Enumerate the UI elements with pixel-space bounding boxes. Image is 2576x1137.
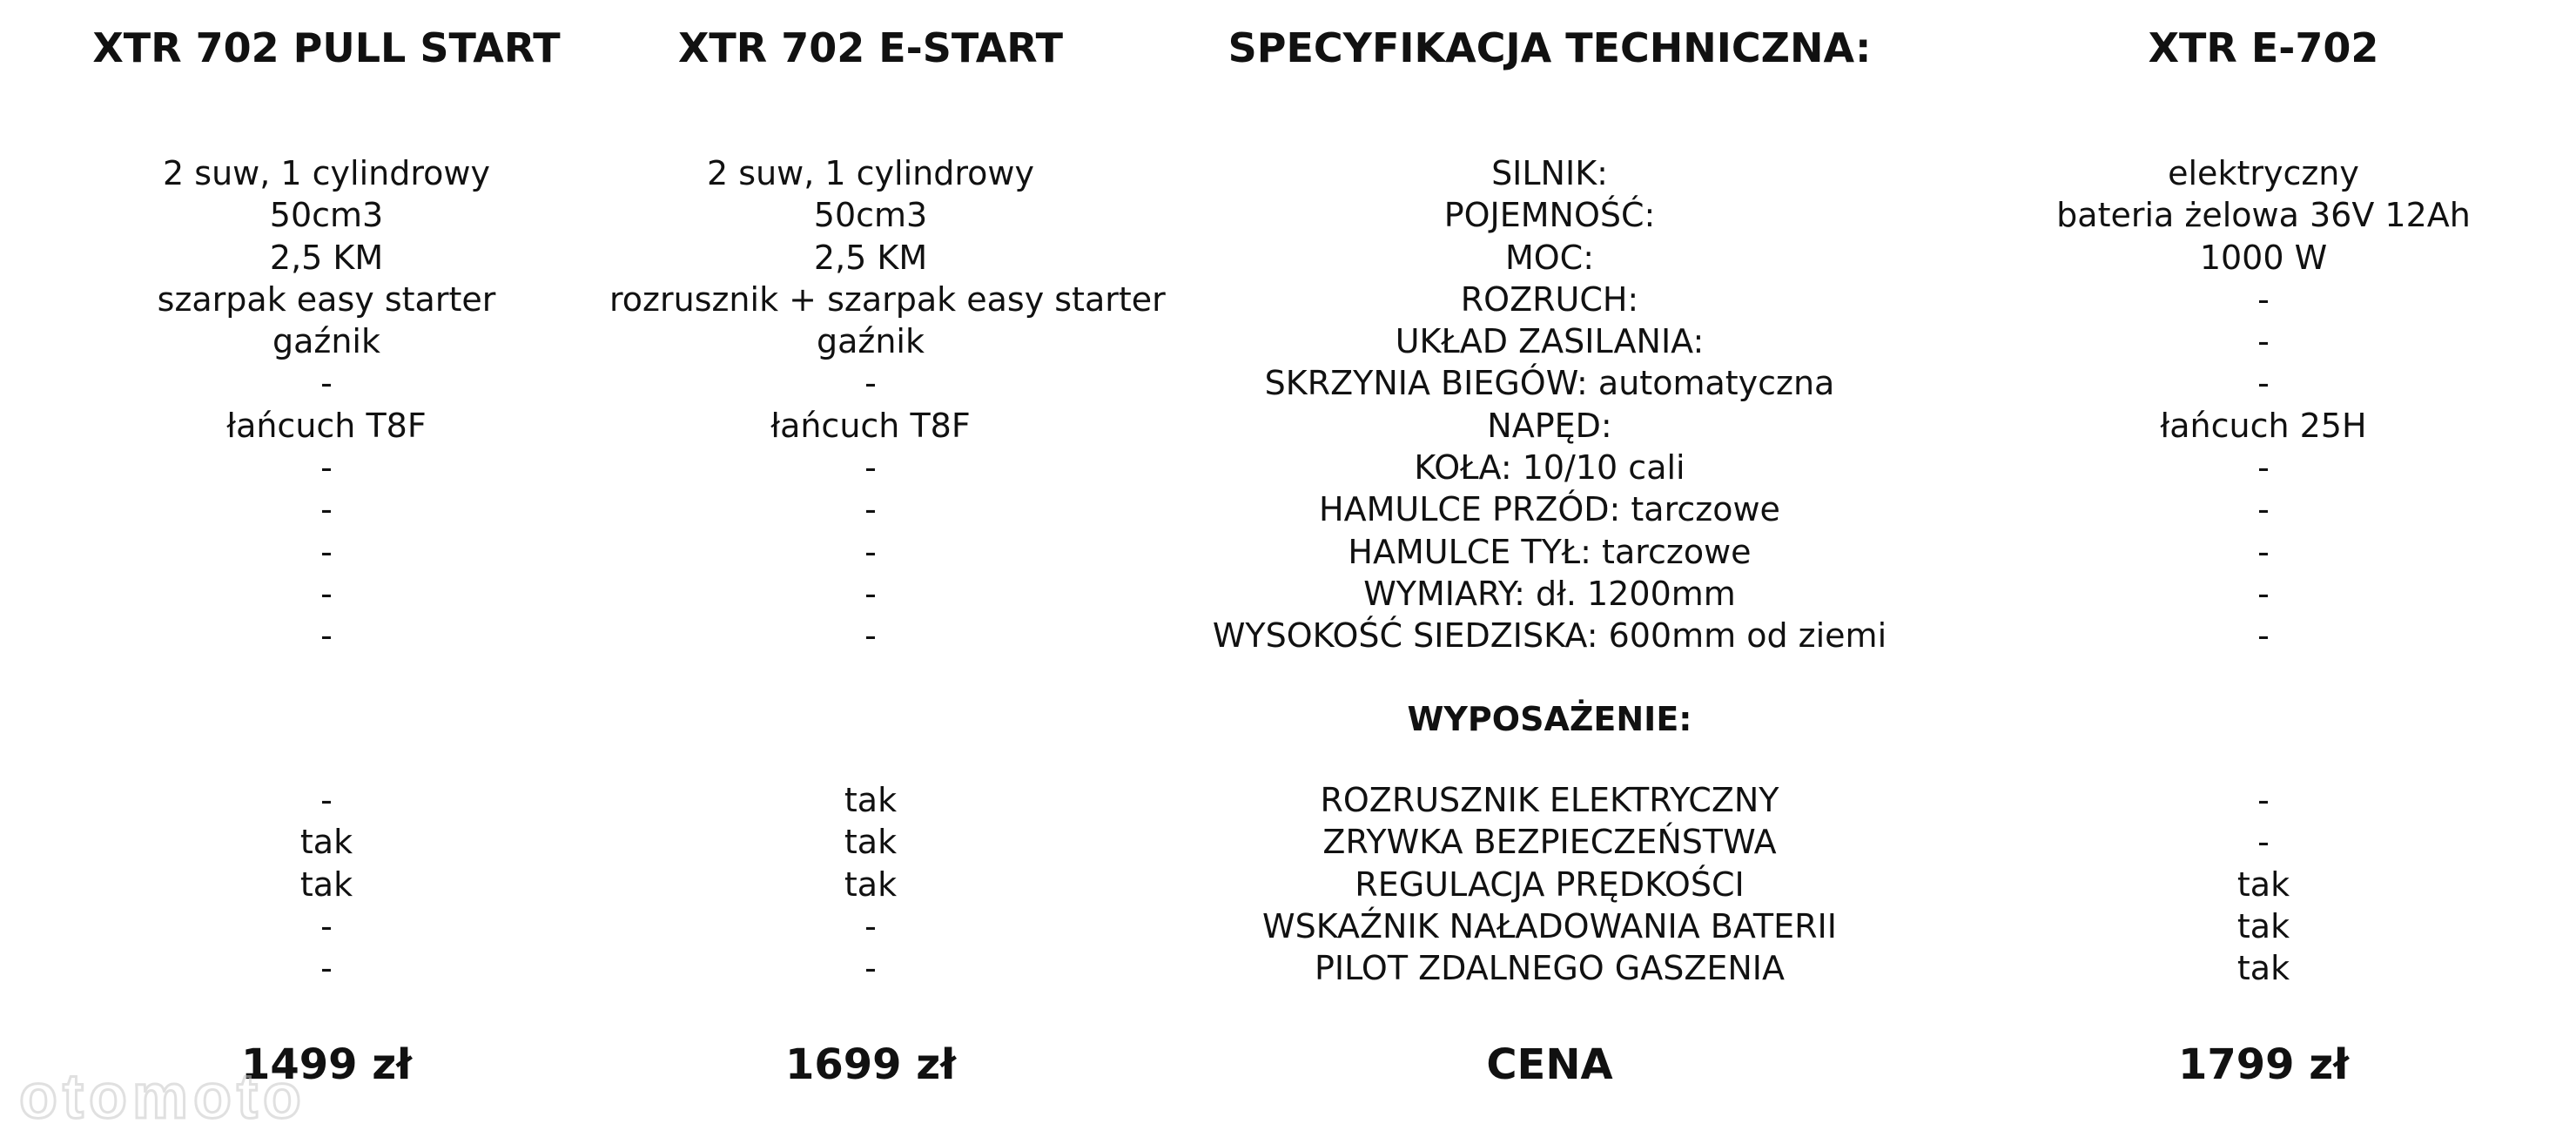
equipment-value-speed-control: tak <box>844 865 898 904</box>
spec-value-starter: rozrusznik + szarpak easy starter <box>609 279 1166 319</box>
spec-value-starter: - <box>2257 279 2270 319</box>
equipment-value-electric-starter: - <box>320 781 333 819</box>
spec-value-rear-brakes: - <box>2257 532 2270 571</box>
column-title: XTR 702 PULL START <box>92 24 561 71</box>
spec-value-gearbox: - <box>320 364 333 403</box>
spec-value-fuel-system: - <box>2257 322 2270 361</box>
equipment-label-battery-indicator: WSKAŹNIK NAŁADOWANIA BATERII <box>1262 906 1837 945</box>
spec-value-dimensions: - <box>320 574 333 613</box>
equipment-value-speed-control: tak <box>299 865 353 904</box>
spec-value-capacity: bateria żelowa 36V 12Ah <box>2056 196 2471 235</box>
spec-value-fuel-system: gaźnik <box>816 322 925 361</box>
watermark-logo <box>16 1066 425 1128</box>
spec-value-wheels: - <box>864 448 877 488</box>
spec-label-rear-brakes: HAMULCE TYŁ: tarczowe <box>1348 532 1752 571</box>
equipment-value-electric-starter: - <box>2257 781 2270 819</box>
column-title: XTR E-702 <box>2148 24 2379 71</box>
spec-value-capacity: 50cm3 <box>813 196 928 235</box>
price: 1799 zł <box>2177 1040 2350 1089</box>
equipment-values <box>609 779 1132 989</box>
spec-value-engine: 2 suw, 1 cylindrowy <box>707 154 1034 192</box>
equipment-value-remote-kill: - <box>864 949 877 988</box>
column-title: XTR 702 E-START <box>677 24 1064 71</box>
equipment-value-battery-indicator: tak <box>2236 906 2290 945</box>
spec-value-drive: łańcuch T8F <box>226 406 427 445</box>
equipment-value-battery-indicator: - <box>320 906 333 945</box>
spec-value-front-brakes: - <box>320 490 333 529</box>
spec-value-dimensions: - <box>2257 574 2270 613</box>
spec-label-gearbox: SKRZYNIA BIEGÓW: automatyczna <box>1264 364 1835 403</box>
spec-value-power: 2,5 KM <box>269 238 384 277</box>
spec-value-front-brakes: - <box>2257 490 2270 529</box>
equipment-value-remote-kill: - <box>320 949 333 988</box>
spec-value-wheels: - <box>320 448 333 488</box>
spec-value-rear-brakes: - <box>864 532 877 571</box>
equipment-heading: WYPOSAŻENIE: <box>1407 700 1692 738</box>
spec-value-capacity: 50cm3 <box>269 196 384 235</box>
equipment-value-remote-kill: tak <box>2236 949 2290 988</box>
spec-label-drive: NAPĘD: <box>1487 406 1612 445</box>
column-title: SPECYFIKACJA TECHNICZNA: <box>1227 24 1872 71</box>
spec-value-seat-height: - <box>320 616 333 656</box>
watermark-text: otomoto <box>19 1066 306 1128</box>
equipment-labels <box>1184 779 1915 989</box>
spec-label-fuel-system: UKŁAD ZASILANIA: <box>1395 322 1705 361</box>
spec-value-fuel-system: gaźnik <box>272 322 380 361</box>
spec-labels <box>1184 152 1915 657</box>
spec-label-seat-height: WYSOKOŚĆ SIEDZISKA: 600mm od ziemi <box>1212 616 1887 656</box>
spec-value-wheels: - <box>2257 448 2270 488</box>
spec-label-capacity: POJEMNOŚĆ: <box>1443 196 1656 235</box>
equipment-value-speed-control: tak <box>2236 865 2290 904</box>
spec-value-starter: szarpak easy starter <box>157 279 496 319</box>
equipment-value-electric-starter: tak <box>844 781 898 819</box>
equipment-label-remote-kill: PILOT ZDALNEGO GASZENIA <box>1314 949 1786 988</box>
equipment-value-safety-lanyard: - <box>2257 823 2270 862</box>
spec-label-starter: ROZRUCH: <box>1460 279 1639 319</box>
spec-values <box>609 152 1166 657</box>
spec-label-front-brakes: HAMULCE PRZÓD: tarczowe <box>1319 490 1780 529</box>
spec-label-dimensions: WYMIARY: dł. 1200mm <box>1363 574 1736 613</box>
spec-value-drive: łańcuch T8F <box>770 406 971 445</box>
equipment-values <box>87 779 566 989</box>
spec-value-gearbox: - <box>864 364 877 403</box>
spec-value-drive: łańcuch 25H <box>2160 406 2367 445</box>
spec-value-engine: 2 suw, 1 cylindrowy <box>163 154 490 192</box>
spec-value-power: 2,5 KM <box>813 238 928 277</box>
equipment-value-safety-lanyard: tak <box>299 823 353 862</box>
spec-value-engine: elektryczny <box>2168 154 2359 192</box>
equipment-values <box>1959 779 2568 989</box>
spec-label-power: MOC: <box>1504 238 1595 277</box>
equipment-label-speed-control: REGULACJA PRĘDKOŚCI <box>1355 865 1745 904</box>
equipment-label-safety-lanyard: ZRYWKA BEZPIECZEŃSTWA <box>1322 823 1777 862</box>
price-label: CENA <box>1486 1040 1613 1089</box>
equipment-value-safety-lanyard: tak <box>844 823 898 862</box>
spec-value-seat-height: - <box>864 616 877 656</box>
spec-values <box>1959 152 2568 657</box>
spec-value-seat-height: - <box>2257 616 2270 656</box>
spec-label-wheels: KOŁA: 10/10 cali <box>1414 448 1685 488</box>
spec-value-dimensions: - <box>864 574 877 613</box>
spec-label-engine: SILNIK: <box>1491 154 1608 192</box>
spec-value-gearbox: - <box>2257 364 2270 403</box>
price: 1499 zł <box>240 1040 413 1089</box>
equipment-label-electric-starter: ROZRUSZNIK ELEKTRYCZNY <box>1320 781 1779 819</box>
price: 1699 zł <box>784 1040 957 1089</box>
spec-value-rear-brakes: - <box>320 532 333 571</box>
spec-value-power: 1000 W <box>2199 238 2328 277</box>
spec-value-front-brakes: - <box>864 490 877 529</box>
equipment-value-battery-indicator: - <box>864 906 877 945</box>
spec-values <box>87 152 566 657</box>
